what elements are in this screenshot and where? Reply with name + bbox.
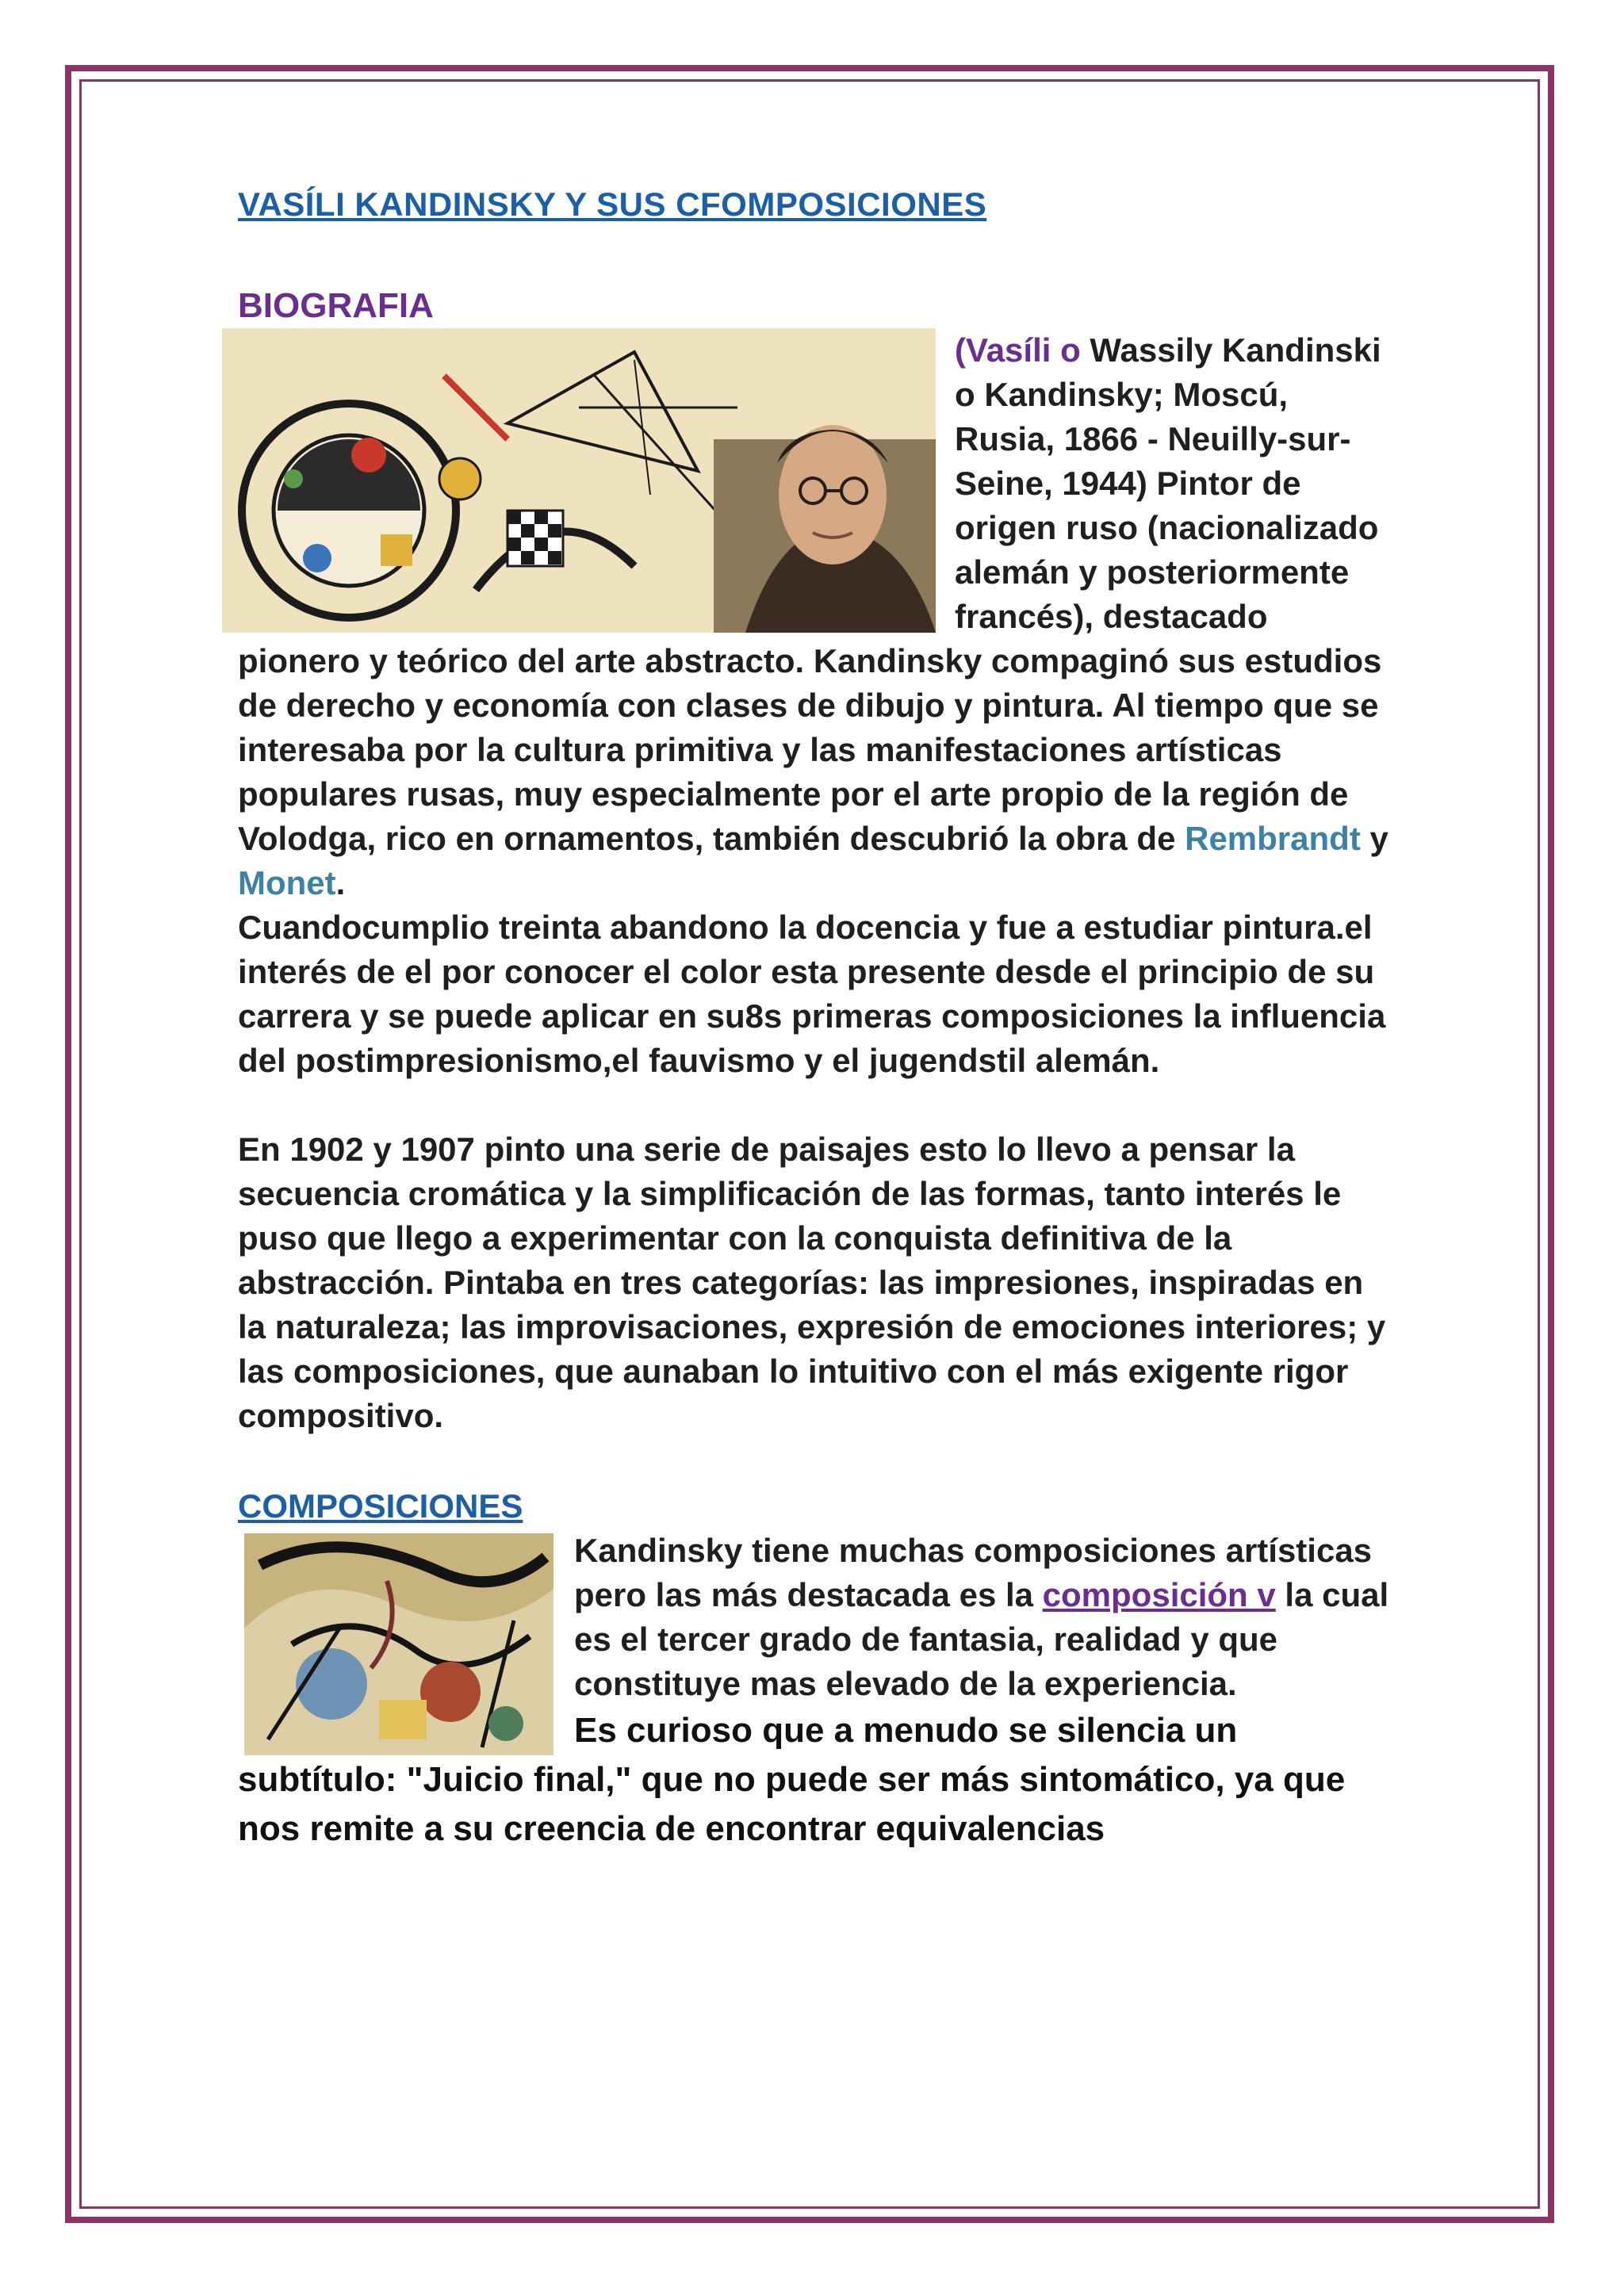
rembrandt-link[interactable]: Rembrandt: [1185, 820, 1361, 857]
intro-name: Vasíli o: [966, 331, 1081, 369]
biography-text-1: Wassily Kandinski o Kandinsky; Moscú, Rusia, 1866 - Neuilly-sur-Seine, 1944) Pintor de origen ruso (nacionalizado alemán y posteriormente francés), destacado pionero y teórico del arte abstracto. Kandinsky compaginó sus estudios de derecho y economía con clases de dibujo y pintura. Al tiempo que se interesaba por la cultura primitiva y las manifestaciones artísticas populares rusas, muy especialmente por el arte propio de la región de Volodga, rico en ornamentos, también descubrió la obra de: [238, 331, 1382, 857]
period-text: .: [335, 864, 346, 901]
compositions-text-2: la cual es el tercer grado de fantasia, realidad y que constituye mas elevado de la experiencia.: [574, 1576, 1389, 1702]
document-title: VASÍLI KANDINSKY Y SUS CFOMPOSICIONES: [238, 186, 987, 223]
compositions-section: [238, 1529, 1396, 1854]
compositions-paragraph-1: [238, 1529, 1396, 1854]
biography-heading: BIOGRAFIA: [238, 286, 434, 325]
compositions-text-3: Es curioso que a menudo se silencia un subtítulo: "Juicio final," que no puede ser más sintomático, ya que nos remite a su creencia de encontrar equivalencias: [238, 1711, 1346, 1848]
intro-paren: (: [955, 331, 966, 369]
biography-paragraph-2: Cuandocumplio treinta abandono la docencia y fue a estudiar pintura.el interés de el por conocer el color esta presente desde el principio de su carrera y se puede aplicar en su8s primeras composiciones la influencia del postimpresionismo,el fauvismo y el jugendstil alemán.: [238, 909, 1386, 1079]
kandinsky-portrait-painting-image: [222, 328, 936, 633]
and-text: y: [1360, 820, 1388, 857]
biography-paragraph-1: [238, 328, 1396, 905]
compositions-text-1: Kandinsky tiene muchas composiciones artísticas pero las más destacada es la: [574, 1532, 1373, 1613]
monet-link[interactable]: Monet: [238, 864, 336, 901]
biography-paragraph-3: En 1902 y 1907 pinto una serie de paisajes esto lo llevo a pensar la secuencia cromática y la simplificación de las formas, tanto interés le puso que llego a experimentar con la conquista definitiva de la abstracción. Pintaba en tres categorías: las impresiones, inspiradas en la naturaleza; las improvisaciones, expresión de emociones interiores; y las composiciones, que aunaban lo intuitivo con el más exigente rigor compositivo.: [238, 1131, 1386, 1434]
composition-painting-icon: [244, 1533, 553, 1755]
compositions-heading: COMPOSICIONES: [238, 1487, 523, 1525]
biography-section: [238, 328, 1396, 1438]
document-body: [238, 182, 1396, 1854]
composicion-v-link[interactable]: composición v: [1042, 1576, 1276, 1613]
abstract-painting-with-portrait-icon: [222, 328, 936, 633]
composition-v-painting-image: [244, 1533, 553, 1755]
